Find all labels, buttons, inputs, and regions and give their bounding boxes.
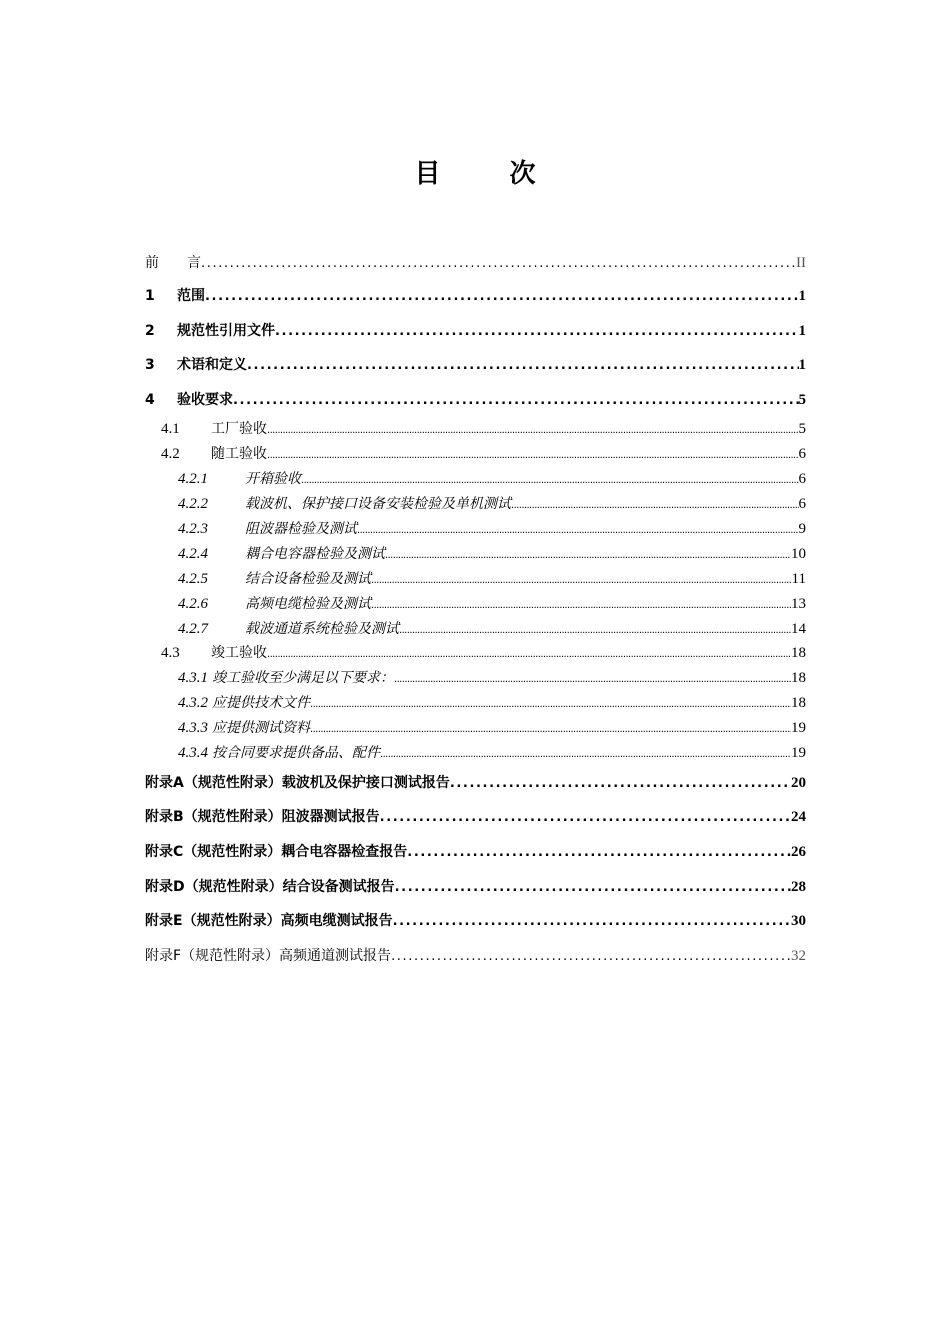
toc-page-number: 5 — [798, 391, 806, 408]
toc-entry-label: 验收要求 — [177, 391, 233, 408]
leader-dots — [371, 594, 791, 617]
toc-entry-number: 4.3 — [161, 645, 180, 662]
toc-entry-label: 附录E（规范性附录）高频电缆测试报告 — [145, 913, 393, 930]
toc-entry-number: 4 — [145, 391, 155, 408]
toc-entry-section-4-1[interactable] — [145, 417, 806, 442]
toc-entry-section-4-3-1[interactable] — [145, 666, 806, 691]
leader-dots — [407, 836, 791, 870]
toc-entry-number: 4.2.5 — [178, 570, 208, 587]
toc-page-number: 6 — [798, 471, 806, 488]
leader-dots — [275, 315, 799, 349]
toc-entry-appendix-f[interactable] — [145, 939, 806, 974]
toc-entry-section-4-2-6[interactable] — [145, 592, 806, 617]
toc-page-number: 18 — [791, 695, 806, 712]
toc-entry-label: 范围 — [177, 288, 205, 304]
toc-entry-label: 工厂验收 — [211, 421, 267, 438]
toc-entry-label: 前 言 — [145, 255, 201, 271]
toc-entry-label: 按合同要求提供备品、配件 — [212, 744, 380, 761]
toc-entry-number: 3 — [145, 357, 155, 374]
toc-entry-number: 4.2.4 — [178, 545, 208, 562]
toc-page-number: 1 — [798, 288, 806, 304]
toc-entry-section-4-2-4[interactable] — [145, 542, 806, 567]
leader-dots — [267, 444, 799, 467]
leader-dots — [385, 544, 791, 567]
toc-entry-chapter-2[interactable] — [145, 314, 806, 349]
toc-entry-section-4-2-2[interactable] — [145, 492, 806, 517]
toc-page-number: 32 — [791, 947, 806, 964]
table-of-contents — [145, 247, 806, 973]
toc-entry-label: 附录B（规范性附录）阻波器测试报告 — [145, 809, 380, 826]
toc-entry-label: 阻波器检验及测试 — [245, 520, 357, 537]
toc-entry-label: 附录A（规范性附录）载波机及保护接口测试报告 — [145, 774, 450, 791]
leader-dots — [399, 619, 791, 642]
toc-entry-appendix-d[interactable] — [145, 870, 806, 905]
toc-entry-section-4-2[interactable] — [145, 442, 806, 467]
leader-dots — [380, 801, 791, 835]
toc-entry-number: 4.2.7 — [178, 620, 208, 637]
toc-entry-number: 4.2.6 — [178, 595, 208, 612]
leader-dots — [201, 248, 796, 279]
toc-page-number: 20 — [791, 774, 806, 791]
toc-entry-label: 随工验收 — [211, 446, 267, 463]
toc-entry-number: 1 — [145, 288, 155, 304]
toc-page-number: 1 — [798, 357, 806, 374]
toc-page-number: 24 — [791, 809, 806, 826]
leader-dots — [310, 693, 791, 716]
toc-page-number: 28 — [791, 878, 806, 895]
toc-entry-section-4-3[interactable] — [145, 641, 806, 666]
toc-entry-appendix-e[interactable] — [145, 904, 806, 939]
toc-entry-label: 结合设备检验及测试 — [245, 570, 371, 587]
page-title: 目 次 — [414, 159, 566, 189]
toc-page-number: 6 — [798, 446, 806, 463]
toc-entry-section-4-3-3[interactable] — [145, 716, 806, 741]
toc-entry-number: 4.3.3 — [178, 720, 208, 737]
toc-page-number: 13 — [791, 595, 806, 612]
leader-dots — [394, 668, 791, 691]
toc-page-number: 11 — [791, 570, 806, 587]
toc-entry-label: 应提供技术文件 — [212, 695, 310, 712]
toc-page-number: 6 — [798, 496, 806, 513]
toc-entry-label: 附录C（规范性附录）耦合电容器检查报告 — [145, 844, 408, 861]
toc-page-number: 10 — [791, 545, 806, 562]
toc-entry-number: 4.3.2 — [178, 695, 208, 712]
leader-dots — [267, 643, 791, 666]
toc-page-number: 26 — [791, 844, 806, 861]
toc-entry-section-4-2-3[interactable] — [145, 517, 806, 542]
leader-dots — [511, 494, 799, 517]
toc-entry-appendix-c[interactable] — [145, 835, 806, 870]
leader-dots — [247, 349, 799, 383]
toc-page-number: 18 — [791, 645, 806, 662]
toc-entry-number: 4.2 — [161, 446, 180, 463]
toc-entry-label: 载波通道系统检验及测试 — [245, 620, 399, 637]
toc-entry-label: 附录D（规范性附录）结合设备测试报告 — [145, 878, 395, 895]
leader-dots — [267, 419, 799, 442]
toc-entry-section-4-2-5[interactable] — [145, 567, 806, 592]
leader-dots — [371, 569, 792, 592]
toc-entry-chapter-3[interactable] — [145, 348, 806, 383]
toc-page-number: 14 — [791, 620, 806, 637]
toc-entry-label: 附录F（规范性附录）高频通道测试报告 — [145, 947, 392, 964]
leader-dots — [357, 519, 799, 542]
leader-dots — [391, 940, 791, 974]
toc-entry-label: 竣工验收 — [211, 645, 267, 662]
toc-entry-label: 规范性引用文件 — [177, 322, 275, 339]
toc-entry-number: 4.2.3 — [178, 520, 208, 537]
toc-entry-label: 应提供测试资料 — [212, 720, 310, 737]
toc-entry-number: 2 — [145, 322, 155, 339]
leader-dots — [301, 469, 799, 492]
toc-entry-label: 高频电缆检验及测试 — [245, 595, 371, 612]
leader-dots — [233, 384, 799, 418]
toc-page-number: II — [796, 255, 806, 271]
toc-entry-label: 耦合电容器检验及测试 — [245, 545, 385, 562]
leader-dots — [205, 280, 799, 314]
toc-entry-label: 术语和定义 — [177, 357, 247, 374]
leader-dots — [395, 871, 791, 905]
toc-entry-foreword[interactable] — [145, 247, 806, 279]
toc-entry-appendix-a[interactable] — [145, 766, 806, 801]
toc-entry-appendix-b[interactable] — [145, 800, 806, 835]
toc-entry-number: 4.2.2 — [178, 496, 208, 513]
toc-page-number: 30 — [791, 913, 806, 930]
toc-entry-number: 4.3.4 — [178, 744, 208, 761]
toc-entry-label: 开箱验收 — [245, 471, 301, 488]
toc-page-number: 9 — [798, 520, 806, 537]
toc-entry-chapter-4[interactable] — [145, 383, 806, 418]
toc-page-number: 5 — [798, 421, 806, 438]
toc-page-number: 19 — [791, 720, 806, 737]
toc-page-number: 18 — [791, 670, 806, 687]
toc-entry-section-4-3-2[interactable] — [145, 691, 806, 716]
toc-page-number: 19 — [791, 744, 806, 761]
leader-dots — [450, 767, 791, 801]
toc-entry-section-4-2-7[interactable] — [145, 617, 806, 642]
leader-dots — [310, 718, 791, 741]
toc-entry-chapter-1[interactable] — [145, 279, 806, 314]
toc-entry-section-4-3-4[interactable] — [145, 741, 806, 766]
toc-page-number: 1 — [798, 322, 806, 339]
toc-entry-label: 载波机、保护接口设备安装检验及单机测试 — [245, 496, 511, 513]
toc-entry-number: 4.3.1 — [178, 670, 208, 687]
toc-entry-number: 4.2.1 — [178, 471, 208, 488]
toc-entry-section-4-2-1[interactable] — [145, 467, 806, 492]
leader-dots — [380, 743, 791, 766]
toc-entry-label: 竣工验收至少满足以下要求： — [212, 670, 394, 687]
toc-entry-number: 4.1 — [161, 421, 180, 438]
leader-dots — [393, 905, 791, 939]
